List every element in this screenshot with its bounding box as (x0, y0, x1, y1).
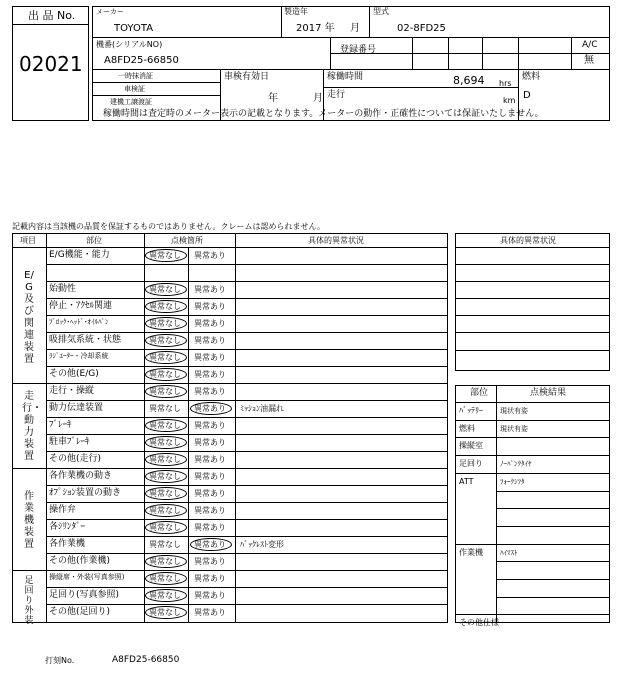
table-row-part: ﾗｼﾞｴｰﾀｰ・冷却系統 (49, 352, 109, 360)
hours-label: 稼働時間 (327, 72, 364, 82)
model-value: 02-8FD25 (397, 23, 446, 34)
check-ok[interactable]: 異常なし (149, 608, 181, 617)
group-drive: 走行・動力装置 (22, 391, 42, 462)
hours-unit: hrs (499, 79, 512, 88)
circle-mark (145, 317, 187, 330)
header-part: 部位 (86, 236, 102, 245)
group-engine: E/G及び関連装置 (24, 270, 34, 365)
table-row-part: 各作業機の動き (49, 471, 113, 481)
table-row-part: その他(E/G) (49, 369, 99, 379)
inspection-month: 月 (313, 93, 323, 104)
check-ng[interactable]: 異常あり (194, 319, 226, 328)
circle-mark (190, 538, 232, 551)
table-row-part: 吸排気系統・状態 (49, 335, 122, 345)
cert-inspection: 車検証 (124, 85, 145, 93)
check-ok[interactable]: 異常なし (149, 302, 181, 311)
check-ng[interactable]: 異常あり (194, 302, 226, 311)
result-header-part: 部位 (470, 388, 489, 398)
result-row-value: 現状有姿 (500, 407, 528, 415)
lot-label: 出 品 No. (28, 9, 76, 22)
check-ng[interactable]: 異常あり (194, 591, 226, 600)
result-row-part: 操縦室 (459, 441, 483, 450)
circle-mark (145, 385, 187, 398)
table-row-detail: ﾐｯｼｮﾝ油漏れ (240, 404, 284, 413)
hours-value: 8,694 (453, 74, 485, 87)
year-month-suffix: 月 (350, 23, 360, 34)
result-row-part: ATT (459, 477, 474, 486)
check-ng[interactable]: 異常あり (194, 387, 226, 396)
result-row-part: ﾊﾞｯﾃﾘｰ (459, 406, 483, 415)
check-ok[interactable]: 異常なし (149, 251, 181, 260)
check-ok[interactable]: 異常なし (149, 336, 181, 345)
check-ng[interactable]: 異常あり (194, 438, 226, 447)
table-row-part: 操作弁 (49, 505, 77, 515)
table-row-part: その他(走行) (49, 454, 102, 464)
inspection-year: 年 (268, 93, 278, 104)
result-row-value: ﾉｰﾊﾟﾝｸﾀｲﾔ (500, 460, 532, 468)
circle-mark (145, 300, 187, 313)
table-row-part: 始動性 (49, 284, 77, 294)
table-row-part: 各ｼﾘﾝﾀﾞｰ (49, 522, 86, 532)
serial-label: 機番(シリアルNO) (96, 40, 163, 49)
year-value: 2017 年 (296, 23, 335, 34)
check-ng[interactable]: 異常あり (194, 540, 226, 549)
check-ok[interactable]: 異常なし (149, 591, 181, 600)
circle-mark (145, 487, 187, 500)
table-row-part: ﾌﾞﾚｰｷ (49, 420, 72, 430)
maker-value: TOYOTA (114, 23, 154, 34)
check-ok[interactable]: 異常なし (149, 438, 181, 447)
check-ng[interactable]: 異常あり (194, 285, 226, 294)
result-row-value: ﾊｲﾏｽﾄ (500, 549, 518, 557)
table-row-part: 動力伝達装置 (49, 403, 104, 413)
check-ng[interactable]: 異常あり (194, 370, 226, 379)
table-row-part: 停止・ｱｸｾﾙ関連 (49, 301, 113, 311)
inspection-label: 車検有効日 (224, 72, 270, 82)
result-row-part: 足回り (459, 459, 483, 468)
result-header-result: 点検結果 (530, 388, 567, 398)
check-ng[interactable]: 異常あり (194, 353, 226, 362)
table-row-part: 足回り(写真参照) (49, 590, 120, 600)
group-work: 作業機装置 (24, 491, 34, 550)
result-row-part: 燃料 (459, 424, 475, 433)
check-ok[interactable]: 異常なし (149, 353, 181, 362)
cert-temp-deregistration: 一時抹消証 (118, 72, 153, 80)
check-ng[interactable]: 異常あり (194, 574, 226, 583)
check-ok[interactable]: 異常なし (149, 557, 181, 566)
header-detail: 具体的異常状況 (308, 236, 364, 245)
detail-header: 具体的異常状況 (500, 236, 556, 245)
check-ok[interactable]: 異常なし (149, 574, 181, 583)
check-ng[interactable]: 異常あり (194, 608, 226, 617)
check-ng[interactable]: 異常あり (194, 421, 226, 430)
table-row-detail: ﾊﾞｯｸﾚｽﾄ変形 (240, 540, 284, 549)
check-ng[interactable]: 異常あり (194, 336, 226, 345)
header-check: 点検箇所 (171, 236, 203, 245)
circle-mark (145, 589, 187, 602)
check-ok[interactable]: 異常なし (149, 455, 181, 464)
check-ng[interactable]: 異常あり (194, 455, 226, 464)
table-row-part: ﾌﾞﾛｯｸ･ﾍｯﾄﾞ･ｵｲﾙﾊﾟﾝ (49, 318, 109, 326)
check-ng[interactable]: 異常あり (194, 489, 226, 498)
table-row-part: 走行・操縦 (49, 386, 95, 396)
header-item: 項目 (20, 236, 36, 245)
circle-mark (145, 504, 187, 517)
table-row-part: E/G機能・能力 (49, 250, 110, 260)
check-ok[interactable]: 異常なし (149, 421, 181, 430)
circle-mark (145, 453, 187, 466)
stamp-label: 打刻No. (45, 656, 75, 665)
hours-note: 稼働時間は査定時のメーター表示の記載となります。メーターの動作・正確性については保証いたしません。 (103, 109, 544, 119)
check-ng[interactable]: 異常あり (194, 472, 226, 481)
check-ok[interactable]: 異常なし (149, 370, 181, 379)
table-row-part: 駐車ﾌﾞﾚｰｷ (49, 437, 90, 447)
circle-mark (145, 419, 187, 432)
result-row-part: その他仕様 (459, 618, 499, 627)
check-ng[interactable]: 異常あり (194, 557, 226, 566)
maker-label: メーカー (96, 8, 124, 16)
check-ng[interactable]: 異常あり (194, 506, 226, 515)
result-row-value: 現状有姿 (500, 425, 528, 433)
check-ok[interactable]: 異常なし (149, 540, 181, 549)
circle-mark (145, 249, 187, 262)
check-ok[interactable]: 異常なし (149, 506, 181, 515)
circle-mark (145, 368, 187, 381)
fuel-label: 燃料 (522, 72, 541, 82)
result-row-value: ﾌｫｰｸｼﾌﾀ (500, 478, 525, 486)
check-ng[interactable]: 異常あり (194, 523, 226, 532)
result-row-part: 作業機 (459, 548, 483, 557)
table-row-part: 操縦席・外装(写真参照) (49, 573, 125, 581)
fuel-value: D (523, 90, 531, 101)
table-row-part: 各作業機 (49, 539, 86, 549)
group-underbody: 足回り外装 (24, 576, 34, 626)
stamp-value: A8FD25-66850 (112, 655, 180, 665)
check-ok[interactable]: 異常なし (149, 387, 181, 396)
mileage-unit: km (503, 96, 516, 105)
circle-mark (145, 572, 187, 585)
disclaimer: 記載内容は当該機の品質を保証するものではありません。クレームは認められません。 (12, 222, 325, 231)
circle-mark (145, 334, 187, 347)
check-ok[interactable]: 異常なし (149, 489, 181, 498)
ac-value: 無 (584, 55, 594, 66)
circle-mark (190, 402, 232, 415)
circle-mark (145, 555, 187, 568)
serial-value: A8FD25-66850 (104, 55, 179, 66)
check-ng[interactable]: 異常あり (194, 404, 226, 413)
table-row-part: その他(作業機) (49, 556, 111, 566)
circle-mark (145, 351, 187, 364)
check-ok[interactable]: 異常なし (149, 472, 181, 481)
lot-number: 02021 (19, 52, 83, 76)
check-ok[interactable]: 異常なし (149, 523, 181, 532)
circle-mark (145, 470, 187, 483)
check-ng[interactable]: 異常あり (194, 251, 226, 260)
table-row-part: ｵﾌﾟｼｮﾝ装置の動き (49, 488, 122, 498)
model-label: 型式 (373, 7, 389, 16)
reg-label: 登録番号 (340, 45, 377, 55)
cert-transfer: 建機工譲渡証 (110, 98, 152, 106)
circle-mark (145, 521, 187, 534)
circle-mark (145, 436, 187, 449)
circle-mark (145, 283, 187, 296)
ac-label: A/C (582, 40, 598, 50)
year-label: 製造年 (284, 7, 308, 16)
check-ok[interactable]: 異常なし (149, 285, 181, 294)
mileage-label: 走行 (327, 90, 346, 100)
table-row-part: その他(足回り) (49, 607, 111, 617)
check-ok[interactable]: 異常なし (149, 319, 181, 328)
check-ok[interactable]: 異常なし (149, 404, 181, 413)
circle-mark (145, 606, 187, 619)
